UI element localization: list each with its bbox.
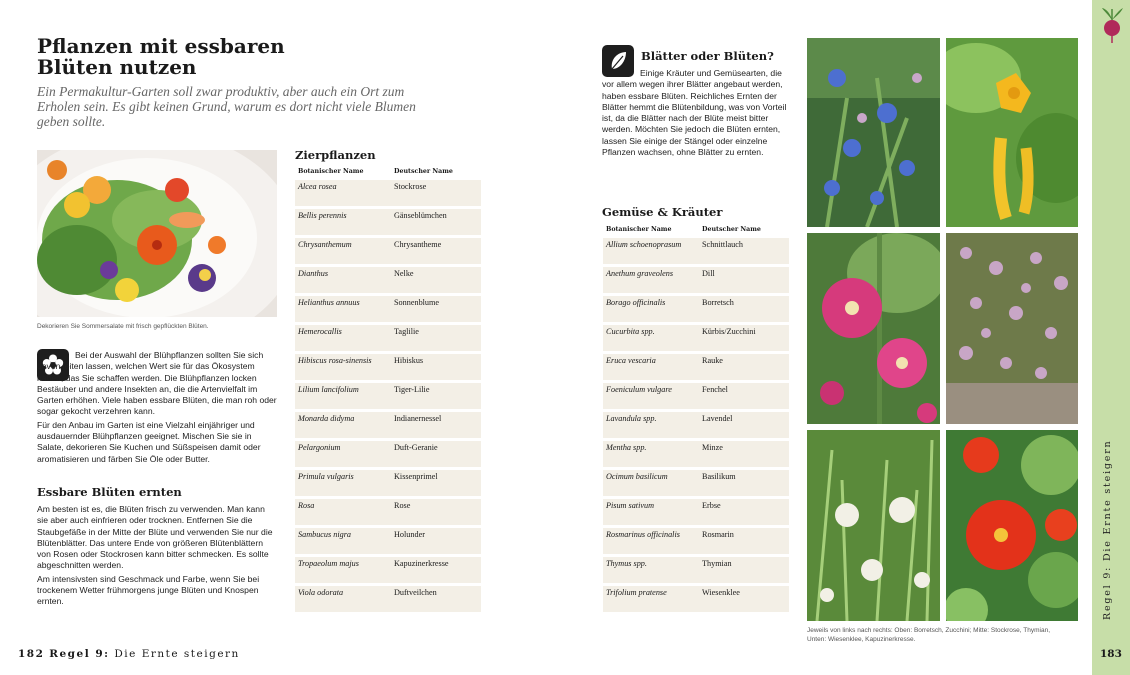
table-row bbox=[603, 412, 789, 438]
botanical-name: Pisum sativum bbox=[603, 499, 699, 525]
thyme-photo bbox=[946, 233, 1078, 424]
table-row bbox=[295, 325, 481, 351]
table-row bbox=[295, 412, 481, 438]
table-row bbox=[295, 180, 481, 206]
german-name: Tiger-Lilie bbox=[391, 383, 481, 409]
german-name: Dill bbox=[699, 267, 789, 293]
page-subtitle: Ein Permakultur-Garten soll zwar produktiv, aber auch ein Ort zum Erholen sein. Es gibt keinen Grund, warum es dort nicht viele Blumen geben sollte. bbox=[37, 84, 416, 129]
german-name: Duftveilchen bbox=[391, 586, 481, 612]
german-name: Thymian bbox=[699, 557, 789, 583]
table-row bbox=[295, 499, 481, 525]
table-row bbox=[295, 441, 481, 467]
botanical-name: Monarda didyma bbox=[295, 412, 391, 438]
column-header: Deutscher Name bbox=[394, 168, 453, 175]
botanical-name: Cucurbita spp. bbox=[603, 325, 699, 351]
borage-photo bbox=[807, 38, 940, 227]
table-row bbox=[295, 528, 481, 554]
nasturtium-photo bbox=[946, 430, 1078, 621]
column-header: Deutscher Name bbox=[702, 226, 761, 233]
botanical-name: Mentha spp. bbox=[603, 441, 699, 467]
botanical-name: Bellis perennis bbox=[295, 209, 391, 235]
footer-rule: Regel 9: bbox=[49, 648, 110, 660]
botanical-name: Thymus spp. bbox=[603, 557, 699, 583]
side-label: Regel 9: Die Ernte steigern bbox=[1102, 439, 1113, 620]
german-name: Wiesenklee bbox=[699, 586, 789, 612]
german-name: Erbse bbox=[699, 499, 789, 525]
botanical-name: Borago officinalis bbox=[603, 296, 699, 322]
botanical-name: Pelargonium bbox=[295, 441, 391, 467]
vegetables-table bbox=[603, 221, 789, 615]
table-row bbox=[603, 296, 789, 322]
botanical-name: Eruca vescaria bbox=[603, 354, 699, 380]
german-name: Fenchel bbox=[699, 383, 789, 409]
footer-page-number: 182 bbox=[18, 648, 45, 660]
german-name: Chrysantheme bbox=[391, 238, 481, 264]
botanical-name: Tropaeolum majus bbox=[295, 557, 391, 583]
vegetables-heading: Gemüse & Kräuter bbox=[602, 205, 723, 219]
page-title: Pflanzen mit essbaren Blüten nutzen bbox=[37, 34, 285, 79]
botanical-name: Foeniculum vulgare bbox=[603, 383, 699, 409]
german-name: Rose bbox=[391, 499, 481, 525]
column-header: Botanischer Name bbox=[298, 168, 364, 175]
botanical-name: Hibiscus rosa-sinensis bbox=[295, 354, 391, 380]
table-row bbox=[603, 499, 789, 525]
table-row bbox=[603, 354, 789, 380]
salad-photo bbox=[37, 150, 277, 317]
leaves-box-heading: Blätter oder Blüten? bbox=[641, 49, 774, 63]
beet-icon bbox=[1097, 6, 1127, 51]
botanical-name: Dianthus bbox=[295, 267, 391, 293]
table-row bbox=[603, 325, 789, 351]
german-name: Rosmarin bbox=[699, 528, 789, 554]
table-row bbox=[603, 441, 789, 467]
ornamental-heading: Zierpflanzen bbox=[295, 148, 376, 162]
german-name: Basilikum bbox=[699, 470, 789, 496]
botanical-name: Allium schoenoprasum bbox=[603, 238, 699, 264]
column-header: Botanischer Name bbox=[606, 226, 672, 233]
german-name: Taglilie bbox=[391, 325, 481, 351]
botanical-name: Ocimum basilicum bbox=[603, 470, 699, 496]
footer-title: Die Ernte steigern bbox=[114, 648, 240, 660]
german-name: Kissenprimel bbox=[391, 470, 481, 496]
ornamental-table-wrap bbox=[295, 163, 481, 615]
german-name: Nelke bbox=[391, 267, 481, 293]
botanical-name: Trifolium pratense bbox=[603, 586, 699, 612]
table-row bbox=[295, 383, 481, 409]
german-name: Hibiskus bbox=[391, 354, 481, 380]
salad-caption: Dekorieren Sie Sommersalate mit frisch gepflückten Blüten. bbox=[37, 323, 209, 330]
table-row bbox=[295, 586, 481, 612]
botanical-name: Rosa bbox=[295, 499, 391, 525]
german-name: Schnittlauch bbox=[699, 238, 789, 264]
leaves-box-text: Einige Kräuter und Gemüsearten, die vor allem wegen ihrer Blätter angebaut werden, haben essbare Blüten. Reichliches Ernten der Blätter hemmt die Blütenbildung, was von Vorteil ist, da die Blätter nach der Blüte meist bitter werden. Möchten Sie jedoch die Blüten ernten, lassen Sie einige der Stängel oder einzelne Pflanzen wachsen, ohne Blätter zu ernten. bbox=[602, 68, 787, 158]
botanical-name: Rosmarinus officinalis bbox=[603, 528, 699, 554]
table-row bbox=[603, 470, 789, 496]
botanical-name: Sambucus nigra bbox=[295, 528, 391, 554]
table-row bbox=[603, 267, 789, 293]
table-row bbox=[295, 209, 481, 235]
german-name: Indianernessel bbox=[391, 412, 481, 438]
table-row bbox=[603, 586, 789, 612]
ornamental-table-body bbox=[295, 180, 481, 612]
table-row bbox=[603, 528, 789, 554]
botanical-name: Alcea rosea bbox=[295, 180, 391, 206]
zucchini-photo bbox=[946, 38, 1078, 227]
german-name: Stockrose bbox=[391, 180, 481, 206]
vegetables-table-body bbox=[603, 238, 789, 612]
hollyhock-photo bbox=[807, 233, 940, 424]
german-name: Gänseblümchen bbox=[391, 209, 481, 235]
german-name: Minze bbox=[699, 441, 789, 467]
botanical-name: Hemerocallis bbox=[295, 325, 391, 351]
table-row bbox=[603, 383, 789, 409]
botanical-name: Lavandula spp. bbox=[603, 412, 699, 438]
footer-left bbox=[18, 648, 240, 660]
german-name: Lavendel bbox=[699, 412, 789, 438]
clover-photo bbox=[807, 430, 940, 621]
table-row bbox=[295, 470, 481, 496]
table-row bbox=[295, 267, 481, 293]
intro-paragraph-1: Bei der Auswahl der Blühpflanzen sollten Sie sich davon leiten lassen, welchen Wert sie für das Ökosystem haben, das Sie schaffen werden. Die Blühpflanzen locken Bestäuber und andere Insekten an, die die Artenvielfalt im Garten erhöhen. Viele haben essbare Blüten, die man roh oder sogar gekocht verzehren kann. bbox=[37, 350, 277, 417]
intro-paragraph-2: Für den Anbau im Garten ist eine Vielzahl einjähriger und ausdauernder Blühpflanzen geeignet. Mischen Sie sie in Salate, dekorieren Sie Kuchen und Süßspeisen damit oder aromatisieren und färben Sie Öle oder Butter. bbox=[37, 419, 261, 464]
german-name: Holunder bbox=[391, 528, 481, 554]
photos-caption: Jeweils von links nach rechts: Oben: Borretsch, Zucchini; Mitte: Stockrose, Thymian, Unten: Wiesenklee, Kapuzinerkresse. bbox=[807, 627, 1051, 643]
intro-text bbox=[37, 350, 277, 467]
german-name: Rauke bbox=[699, 354, 789, 380]
vegetables-table-wrap bbox=[603, 221, 789, 615]
harvest-paragraph-2: Am intensivsten sind Geschmack und Farbe, wenn Sie bei trockenem Wetter frühmorgens junge Blüten und Knospen ernten. bbox=[37, 573, 260, 607]
page-number-right: 183 bbox=[1100, 648, 1122, 660]
botanical-name: Viola odorata bbox=[295, 586, 391, 612]
harvest-text bbox=[37, 504, 277, 610]
german-name: Kapuzinerkresse bbox=[391, 557, 481, 583]
german-name: Sonnenblume bbox=[391, 296, 481, 322]
table-row bbox=[295, 238, 481, 264]
botanical-name: Lilium lancifolium bbox=[295, 383, 391, 409]
harvest-paragraph-1: Am besten ist es, die Blüten frisch zu verwenden. Man kann sie aber auch einfrieren oder trocknen. Entfernen Sie die Staubgefäße in der Mitte der Blüte und verwenden Sie nur die Blütenblätter. Das untere Ende von größeren Blütenblättern von Rosen oder Stockrosen kann bitter schmecken. Es sollte abgeschnitten werden. bbox=[37, 504, 273, 571]
botanical-name: Anethum graveolens bbox=[603, 267, 699, 293]
table-row bbox=[295, 354, 481, 380]
german-name: Duft-Geranie bbox=[391, 441, 481, 467]
ornamental-table bbox=[295, 163, 481, 615]
table-row bbox=[603, 238, 789, 264]
botanical-name: Helianthus annuus bbox=[295, 296, 391, 322]
german-name: Borretsch bbox=[699, 296, 789, 322]
table-row bbox=[295, 296, 481, 322]
table-row bbox=[295, 557, 481, 583]
table-row bbox=[603, 557, 789, 583]
german-name: Kürbis/Zucchini bbox=[699, 325, 789, 351]
botanical-name: Primula vulgaris bbox=[295, 470, 391, 496]
harvest-heading: Essbare Blüten ernten bbox=[37, 485, 182, 499]
botanical-name: Chrysanthemum bbox=[295, 238, 391, 264]
